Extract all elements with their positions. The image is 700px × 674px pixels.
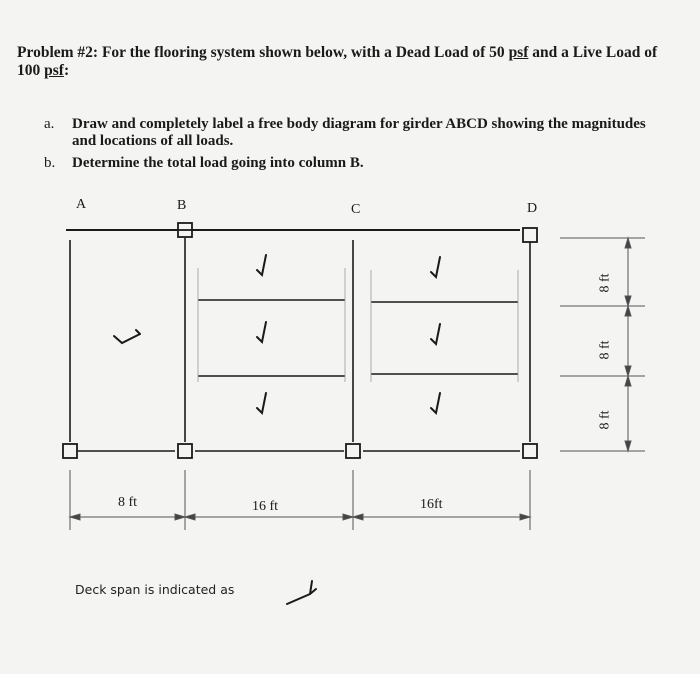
deck-span-arrow-bc-2 xyxy=(257,322,266,342)
column-a-bottom xyxy=(63,444,77,458)
column-label-b: B xyxy=(177,198,187,213)
dim-label-vert-bot: 8 ft xyxy=(597,410,613,430)
deck-span-legend-arrow xyxy=(287,581,316,604)
column-label-a: A xyxy=(76,197,87,212)
column-b-bottom xyxy=(178,444,192,458)
column-d-top xyxy=(523,228,537,242)
column-label-c: C xyxy=(351,202,361,217)
dim-label-ab: 8 ft xyxy=(118,495,138,510)
deck-span-arrow-cd-2 xyxy=(431,324,440,344)
question-marker: b. xyxy=(44,155,56,171)
deck-span-arrow-bc-1 xyxy=(257,255,266,275)
deck-span-arrow-ab xyxy=(114,330,140,343)
dim-label-vert-top: 8 ft xyxy=(597,273,613,293)
question-marker: a. xyxy=(44,116,55,132)
unit-psf-live: psf xyxy=(44,62,64,79)
footnote-deck-span: Deck span is indicated as xyxy=(75,582,235,597)
dim-label-cd: 16ft xyxy=(420,497,443,512)
problem-statement: Problem #2: For the flooring system shown below, with a Dead Load of 50 psf and a Live Load of 100 psf: xyxy=(17,44,658,79)
column-d-bottom xyxy=(523,444,537,458)
dim-label-bc: 16 ft xyxy=(252,499,279,514)
column-label-d: D xyxy=(527,201,538,216)
deck-span-arrow-cd-1 xyxy=(431,257,440,277)
question-text: Determine the total load going into column B. xyxy=(72,155,364,171)
deck-span-arrow-cd-3 xyxy=(431,393,440,413)
unit-psf-dead: psf xyxy=(508,44,529,61)
dim-label-vert-mid: 8 ft xyxy=(597,340,613,360)
deck-span-arrow-bc-3 xyxy=(257,393,266,413)
problem-label: Problem #2: xyxy=(17,44,99,61)
question-text: Draw and completely label a free body diagram for girder ABCD showing the magnitudes and locations of all loads. xyxy=(72,116,646,149)
column-c-bottom xyxy=(346,444,360,458)
